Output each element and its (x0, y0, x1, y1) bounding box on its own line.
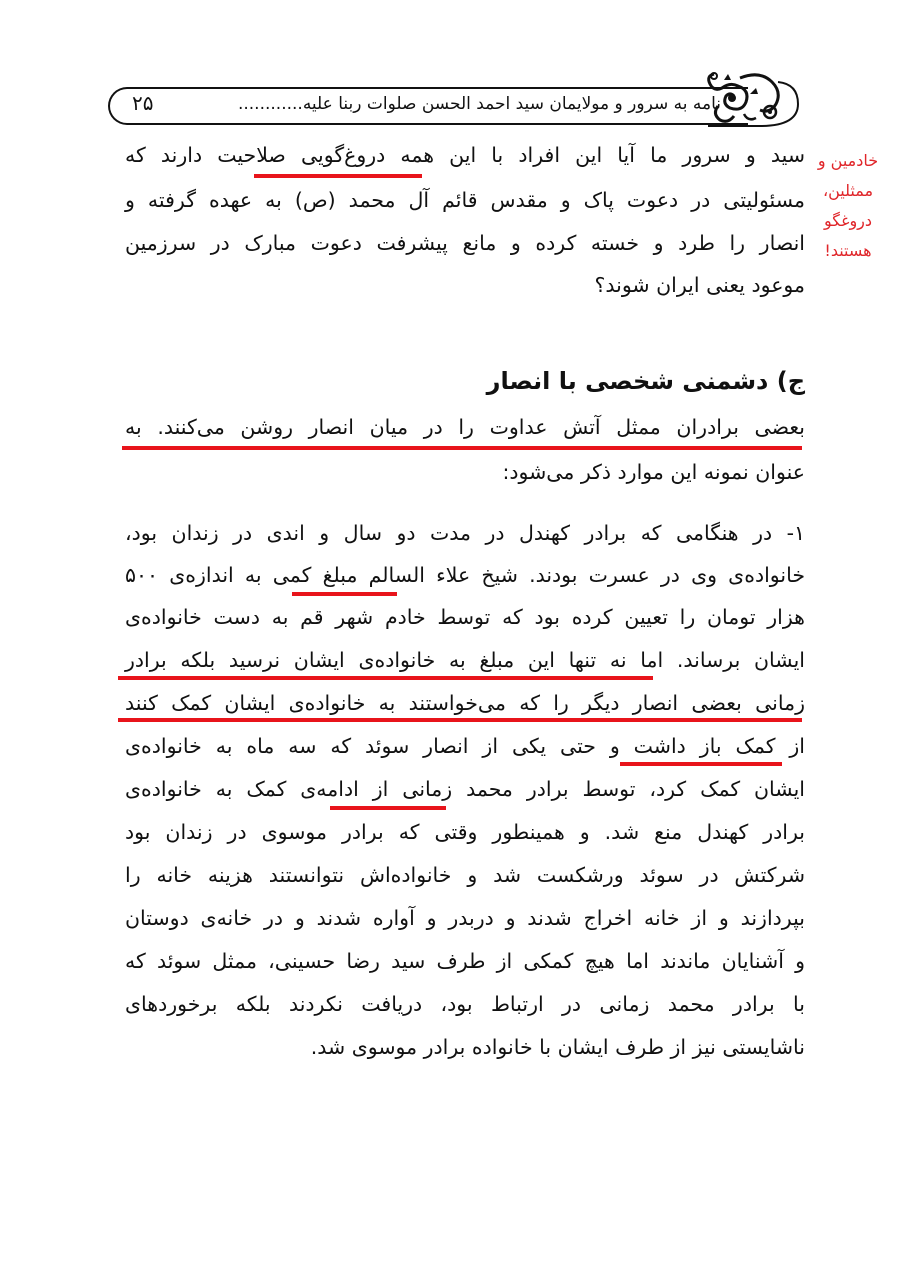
margin-note-line: خادمین و (817, 151, 879, 170)
paragraph-3-line: ایشان برساند. اما نه تنها این مبلغ به خانواده‌ی ایشان نرسید بلکه برادر (125, 648, 805, 672)
margin-note-line: ممثلین، (822, 181, 874, 200)
paragraph-3-line: و آشنایان ماندند اما هیچ کمکی از طرف سید رضا حسینی، ممثل سوئد که (125, 949, 805, 973)
margin-note-line: هستند! (824, 241, 872, 260)
paragraph-3-line: بپردازند و از خانه اخراج شدند و دربدر و آواره شدند و در خانه‌ی دوستان (125, 906, 805, 930)
highlight-underline (254, 174, 422, 178)
paragraph-3-line: هزار تومان را تعیین کرده بود که توسط خادم شهر قم به دست خانواده‌ی (125, 605, 805, 629)
paragraph-3-line: ناشایستی نیز از طرف ایشان با خانواده برادر موسوی شد. (310, 1035, 805, 1059)
margin-note-line: دروغگو (823, 211, 873, 230)
paragraph-1-line: موعود یعنی ایران شوند؟ (594, 273, 805, 297)
floral-ornament-icon (700, 66, 800, 128)
paragraph-3-line: برادر کهندل منع شد. و همینطور وقتی که برادر موسوی در زندان بود (125, 820, 805, 844)
paragraph-2-line: عنوان نمونه این موارد ذکر می‌شود: (502, 460, 805, 484)
highlight-underline (118, 718, 802, 722)
running-header-title: نامه به سرور و مولایمان سید احمد الحسن صلوات ربنا علیه............ (237, 94, 721, 114)
paragraph-3-line: شرکتش در سوئد ورشکست شد و خانواده‌اش نتوانستند هزینه خانه را (125, 863, 805, 887)
paragraph-3-line: ایشان کمک کرد، توسط برادر محمد زمانی از ادامه‌ی کمک به خانواده‌ی (125, 777, 805, 801)
paragraph-3-line: با برادر محمد زمانی در ارتباط بود، دریافت نکردند بلکه برخوردهای (125, 992, 805, 1016)
highlight-underline (122, 446, 802, 450)
highlight-underline (330, 806, 446, 810)
margin-note (808, 146, 888, 266)
highlight-underline (292, 592, 397, 596)
paragraph-2-line: بعضی برادران ممثل آتش عداوت را در میان انصار روشن می‌کنند. به (125, 415, 805, 439)
paragraph-3-line: خانواده‌ی وی در عسرت بودند. شیخ علاء السالم مبلغ کمی به اندازه‌ی ۵۰۰ (125, 563, 805, 587)
paragraph-3-line: زمانی بعضی انصار دیگر را که می‌خواستند به خانواده‌ی ایشان کمک کنند (125, 691, 805, 715)
highlight-underline (118, 676, 653, 680)
paragraph-1-line: انصار را طرد و خسته کرده و مانع پیشرفت دعوت مبارک در سرزمین (125, 231, 805, 255)
paragraph-1-line: مسئولیتی در دعوت پاک و مقدس قائم آل محمد (ص) به عهده گرفته و (125, 188, 805, 212)
paragraph-3-line: از کمک باز داشت و حتی یکی از انصار سوئد که سه ماه به خانواده‌ی (125, 734, 805, 758)
page-number: ۲۵ (132, 91, 154, 115)
highlight-underline (620, 762, 782, 766)
paragraph-1-line: سید و سرور ما آیا این افراد با این همه دروغ‌گویی صلاحیت دارند که (125, 143, 805, 167)
paragraph-3-line: ۱- در هنگامی که برادر کهندل در مدت دو سال و اندی در زندان بود، (125, 521, 805, 545)
section-heading: ج) دشمنی شخصی با انصار (486, 367, 805, 395)
